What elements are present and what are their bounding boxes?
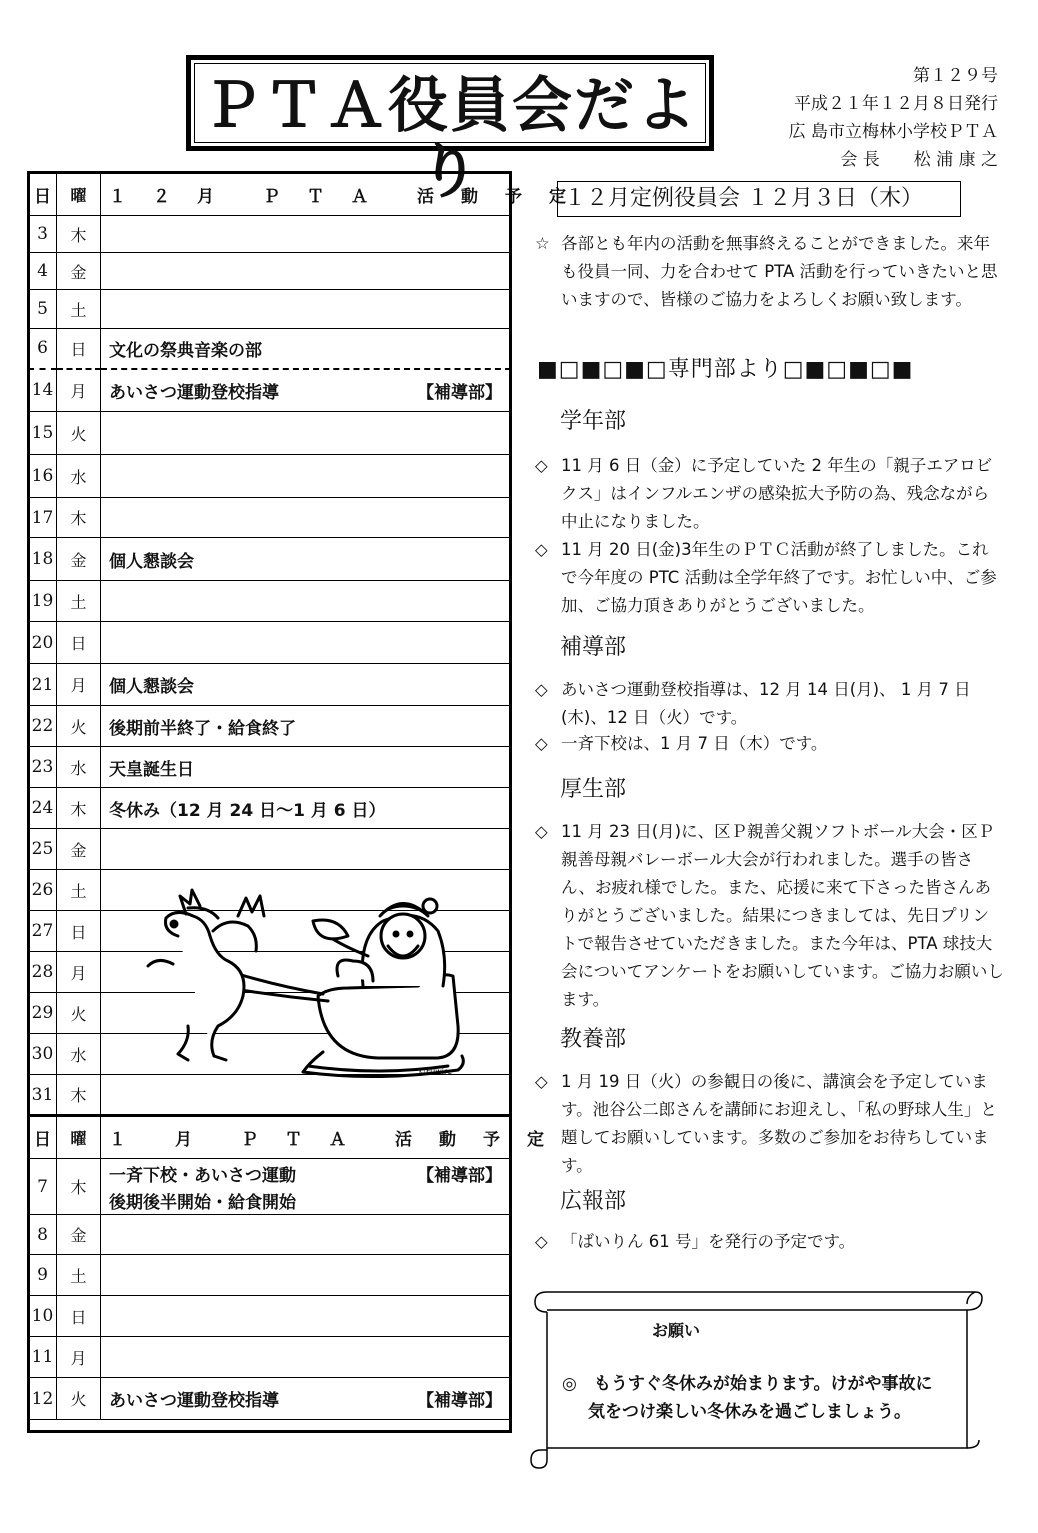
row-weekday: 金 bbox=[57, 829, 101, 870]
row-event-cell bbox=[101, 622, 511, 664]
row-event-cell bbox=[101, 706, 511, 747]
row-event-cell bbox=[101, 747, 511, 788]
row-event-cell bbox=[101, 1296, 511, 1337]
row-event-cell bbox=[101, 538, 511, 581]
row-event-cell bbox=[101, 412, 511, 455]
request-line-1: もうすぐ冬休みが始まります。けがや事故に bbox=[593, 1374, 933, 1394]
row-weekday: 木 bbox=[57, 1159, 101, 1215]
schedule-row bbox=[29, 253, 511, 290]
row-event-cell bbox=[101, 253, 511, 290]
schedule-row bbox=[29, 216, 511, 253]
schedule-row bbox=[29, 788, 511, 829]
row-weekday: 月 bbox=[57, 664, 101, 706]
diamond-bullet-icon: ◇ bbox=[535, 680, 548, 699]
row-weekday: 月 bbox=[57, 952, 101, 993]
row-weekday: 金 bbox=[57, 253, 101, 290]
row-event: 後期前半終了・給食終了 bbox=[109, 718, 296, 739]
row-weekday: 日 bbox=[57, 329, 101, 369]
row-day: 11 bbox=[29, 1337, 57, 1378]
row-event-cell bbox=[101, 788, 511, 829]
row-day: 24 bbox=[29, 788, 57, 829]
row-department-tag: 【補導部】 bbox=[417, 1165, 502, 1186]
header-day: 日 bbox=[29, 173, 57, 216]
header-title: １ ２ 月 Ｐ Ｔ Ａ 活 動 予 定 bbox=[101, 173, 511, 216]
row-day: 23 bbox=[29, 747, 57, 788]
request-title: お願い bbox=[652, 1321, 701, 1340]
schedule-row bbox=[29, 1337, 511, 1378]
illustration-credit: ©Fuwire bbox=[418, 1067, 453, 1076]
department-item-text: 11 月 20 日(金)3年生のＰＴＣ活動が終了しました。これで今年度の PTC 活動は全学年終了です。お忙しい中、ご参加、ご協力頂きありがとうございました。 bbox=[561, 540, 997, 615]
row-event: 個人懇談会 bbox=[109, 551, 194, 572]
schedule-row bbox=[29, 538, 511, 581]
row-weekday: 木 bbox=[57, 216, 101, 253]
issue-info bbox=[748, 62, 998, 174]
row-weekday: 土 bbox=[57, 1255, 101, 1296]
department-item bbox=[535, 730, 1005, 758]
request-line-2: 気をつけ楽しい冬休みを過ごしましょう。 bbox=[588, 1402, 911, 1422]
row-day: 25 bbox=[29, 829, 57, 870]
row-event-cell bbox=[101, 1075, 511, 1116]
diamond-bullet-icon: ◇ bbox=[535, 822, 548, 841]
double-circle-icon: ◎ bbox=[562, 1374, 577, 1394]
row-event: あいさつ運動登校指導 bbox=[109, 1391, 279, 1411]
schedule-row bbox=[29, 747, 511, 788]
issue-org: 広 島市立梅林小学校ＰＴＡ bbox=[788, 122, 998, 142]
row-weekday: 水 bbox=[57, 747, 101, 788]
department-item-text: 一斉下校は、1 月 7 日（木）です。 bbox=[561, 734, 828, 753]
schedule-table bbox=[28, 172, 571, 1420]
department-item-text: 「ばいりん 61 号」を発行の予定です。 bbox=[561, 1232, 856, 1251]
schedule-row bbox=[29, 829, 511, 870]
schedule-row bbox=[29, 412, 511, 455]
row-day: 14 bbox=[29, 369, 57, 412]
row-day: 18 bbox=[29, 538, 57, 581]
row-day: 7 bbox=[29, 1159, 57, 1215]
row-weekday: 月 bbox=[57, 1337, 101, 1378]
newsletter-title: ＰＴＡ役員会だより bbox=[202, 71, 698, 207]
row-event: 冬休み（12 月 24 日～1 月 6 日） bbox=[109, 800, 386, 821]
header-weekday: 曜 bbox=[57, 173, 101, 216]
row-day: 5 bbox=[29, 290, 57, 329]
diamond-bullet-icon: ◇ bbox=[535, 456, 548, 475]
row-event: 文化の祭典音楽の部 bbox=[109, 340, 262, 361]
diamond-bullet-icon: ◇ bbox=[535, 1232, 548, 1251]
diamond-bullet-icon: ◇ bbox=[535, 734, 548, 753]
row-day: 19 bbox=[29, 581, 57, 622]
schedule-row bbox=[29, 290, 511, 329]
request-text bbox=[562, 1370, 932, 1426]
row-event: 天皇誕生日 bbox=[109, 759, 194, 780]
schedule-row bbox=[29, 329, 511, 369]
row-weekday: 日 bbox=[57, 911, 101, 952]
row-event-cell bbox=[101, 664, 511, 706]
department-item-text: 11 月 6 日（金）に予定していた 2 年生の「親子エアロビクス」はインフルエンザの感染拡大予防の為、残念ながら中止になりました。 bbox=[561, 456, 993, 531]
row-event-cell bbox=[101, 290, 511, 329]
schedule-header-row bbox=[29, 173, 511, 216]
row-weekday: 木 bbox=[57, 498, 101, 538]
row-weekday: 火 bbox=[57, 412, 101, 455]
row-weekday: 水 bbox=[57, 1034, 101, 1075]
santa-reindeer-illustration bbox=[118, 876, 508, 1080]
schedule-row bbox=[29, 581, 511, 622]
row-weekday: 水 bbox=[57, 455, 101, 498]
row-day: 28 bbox=[29, 952, 57, 993]
row-day: 26 bbox=[29, 870, 57, 911]
row-day: 16 bbox=[29, 455, 57, 498]
row-day: 10 bbox=[29, 1296, 57, 1337]
row-day: 9 bbox=[29, 1255, 57, 1296]
row-weekday: 月 bbox=[57, 369, 101, 412]
row-event-cell bbox=[101, 369, 511, 412]
schedule-row bbox=[29, 1075, 511, 1116]
row-day: 4 bbox=[29, 253, 57, 290]
department-item-text: あいさつ運動登校指導は、12 月 14 日(月)、 1 月 7 日(木)、12 日（火）です。 bbox=[561, 680, 971, 727]
row-day: 12 bbox=[29, 1378, 57, 1420]
department-item bbox=[535, 452, 1005, 536]
schedule-row bbox=[29, 369, 511, 412]
header-title: １ 月 Ｐ Ｔ Ａ 活 動 予 定 bbox=[101, 1116, 511, 1159]
department-heading: 広報部 bbox=[560, 1189, 627, 1214]
diamond-bullet-icon: ◇ bbox=[535, 1072, 548, 1091]
department-item bbox=[535, 818, 1005, 1014]
star-icon: ☆ bbox=[535, 234, 550, 253]
department-item bbox=[535, 536, 1005, 620]
row-weekday: 火 bbox=[57, 1378, 101, 1420]
row-event-cell bbox=[101, 498, 511, 538]
row-weekday: 火 bbox=[57, 706, 101, 747]
row-day: 20 bbox=[29, 622, 57, 664]
schedule-row bbox=[29, 1215, 511, 1255]
department-heading: 学年部 bbox=[560, 409, 627, 434]
diamond-bullet-icon: ◇ bbox=[535, 540, 548, 559]
row-weekday: 日 bbox=[57, 622, 101, 664]
row-weekday: 土 bbox=[57, 870, 101, 911]
row-event: 一斉下校・あいさつ運動 bbox=[109, 1165, 296, 1186]
row-day: 15 bbox=[29, 412, 57, 455]
row-day: 30 bbox=[29, 1034, 57, 1075]
row-weekday: 木 bbox=[57, 1075, 101, 1116]
issue-president: 会 長 松 浦 康 之 bbox=[840, 150, 998, 170]
row-event-cell bbox=[101, 216, 511, 253]
row-weekday: 日 bbox=[57, 1296, 101, 1337]
row-event-cell bbox=[101, 455, 511, 498]
row-department-tag: 【補導部】 bbox=[417, 1391, 502, 1411]
department-heading: 厚生部 bbox=[560, 777, 627, 802]
row-day: 3 bbox=[29, 216, 57, 253]
schedule-row bbox=[29, 1255, 511, 1296]
meeting-paragraph bbox=[535, 230, 1005, 314]
row-event-cell bbox=[101, 1255, 511, 1296]
issue-date: 平成２１年１２月８日発行 bbox=[794, 94, 998, 114]
schedule-row bbox=[29, 622, 511, 664]
row-day: 29 bbox=[29, 993, 57, 1034]
row-event-line-2: 後期後半開始・給食開始 bbox=[109, 1192, 296, 1213]
row-day: 31 bbox=[29, 1075, 57, 1116]
row-event-cell bbox=[101, 1159, 511, 1215]
header-day: 日 bbox=[29, 1116, 57, 1159]
row-day: 6 bbox=[29, 329, 57, 369]
schedule-row bbox=[29, 498, 511, 538]
header-weekday: 曜 bbox=[57, 1116, 101, 1159]
schedule-row bbox=[29, 706, 511, 747]
meeting-text: 各部とも年内の活動を無事終えることができました。来年も役員一同、力を合わせて PTA 活動を行っていきたいと思いますので、皆様のご協力をよろしくお願い致します。 bbox=[561, 234, 998, 309]
department-item-text: 1 月 19 日（火）の参観日の後に、講演会を予定しています。池谷公二郎さんを講師にお迎えし、「私の野球人生」と題してお願いしています。多数のご参加をお待ちしています。 bbox=[561, 1072, 997, 1175]
row-event: 個人懇談会 bbox=[109, 677, 194, 697]
row-weekday: 木 bbox=[57, 788, 101, 829]
row-event-cell bbox=[101, 1337, 511, 1378]
row-weekday: 火 bbox=[57, 993, 101, 1034]
row-day: 17 bbox=[29, 498, 57, 538]
schedule-row bbox=[29, 1159, 511, 1215]
department-item-text: 11 月 23 日(月)に、区Ｐ親善父親ソフトボール大会・区Ｐ親善母親バレーボール大会が行われました。選手の皆さん、お疲れ様でした。また、応援に来て下さった皆さんありがとうございました。結果につきましては、先日プリントで報告させていただきました。また今年は、PTA 球技大会についてアンケートをお願いしています。ご協力お願いします。 bbox=[561, 822, 1004, 1009]
schedule-row bbox=[29, 1296, 511, 1337]
row-event-cell bbox=[101, 1215, 511, 1255]
row-department-tag: 【補導部】 bbox=[417, 382, 502, 403]
row-day: 8 bbox=[29, 1215, 57, 1255]
row-weekday: 土 bbox=[57, 290, 101, 329]
row-event-cell bbox=[101, 581, 511, 622]
departments-banner: ■□■□■□専門部より□■□■□■ bbox=[537, 357, 914, 382]
row-day: 22 bbox=[29, 706, 57, 747]
issue-number: 第１２９号 bbox=[913, 66, 998, 86]
department-heading: 補導部 bbox=[560, 635, 627, 660]
schedule-header-row bbox=[29, 1116, 511, 1159]
meeting-heading: １２月定例役員会 １２月３日（木） bbox=[557, 181, 961, 217]
schedule-row bbox=[29, 455, 511, 498]
row-day: 27 bbox=[29, 911, 57, 952]
row-day: 21 bbox=[29, 664, 57, 706]
department-item bbox=[535, 1228, 1005, 1256]
row-event-cell bbox=[101, 1378, 511, 1420]
row-weekday: 金 bbox=[57, 1215, 101, 1255]
schedule-row bbox=[29, 1378, 511, 1420]
schedule-row bbox=[29, 664, 511, 706]
department-heading: 教養部 bbox=[560, 1027, 627, 1052]
row-weekday: 土 bbox=[57, 581, 101, 622]
row-weekday: 金 bbox=[57, 538, 101, 581]
row-event: あいさつ運動登校指導 bbox=[109, 382, 279, 403]
department-item bbox=[535, 1068, 1005, 1180]
department-item bbox=[535, 676, 1005, 732]
row-event-cell bbox=[101, 829, 511, 870]
row-event-cell bbox=[101, 329, 511, 369]
